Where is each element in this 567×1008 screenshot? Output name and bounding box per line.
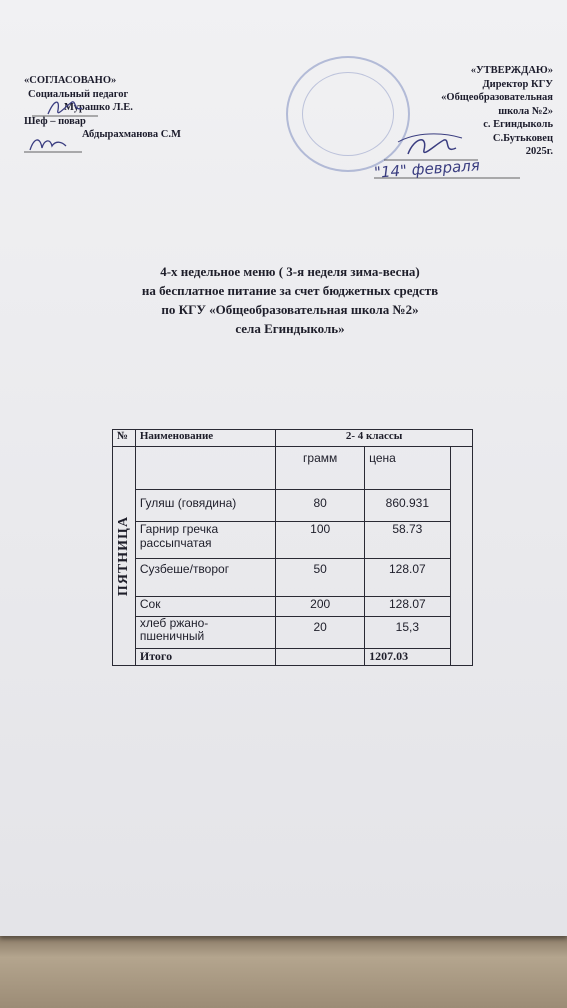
header-class-group: 2- 4 классы xyxy=(276,430,473,447)
header-name: Наименование xyxy=(135,430,275,447)
title-line-4: села Егиндыколь» xyxy=(235,321,345,336)
approval-left-role: Социальный педагог xyxy=(28,88,129,100)
table-row xyxy=(113,522,473,558)
total-value: 1207.03 xyxy=(365,648,473,665)
handwritten-date: "14" февраля xyxy=(373,156,481,182)
total-row xyxy=(113,648,473,665)
table-row xyxy=(113,597,473,616)
approval-right-heading: «УТВЕРЖДАЮ» xyxy=(470,65,553,76)
row-gram: 100 xyxy=(276,522,365,558)
row-price: 128.07 xyxy=(365,597,450,616)
row-price: 15,3 xyxy=(365,616,450,648)
day-label-cell xyxy=(113,447,136,666)
row-price: 58.73 xyxy=(365,522,450,558)
row-gram: 20 xyxy=(276,616,365,648)
subheader-price: цена xyxy=(365,447,450,490)
title-line-2: на бесплатное питание за счет бюджетных средств xyxy=(141,283,439,298)
table-header-row xyxy=(113,430,473,447)
header-number: № xyxy=(113,430,136,447)
row-name: Гарнир гречка рассыпчатая xyxy=(135,522,275,558)
subheader-gram: грамм xyxy=(276,447,365,490)
row-price: 128.07 xyxy=(365,558,450,597)
row-gram: 200 xyxy=(276,597,365,616)
approval-left-name1: Мурашко Л.Е. xyxy=(64,102,133,113)
row-name: хлеб ржано-пшеничный xyxy=(135,616,275,648)
approval-right-year: 2025г. xyxy=(525,146,553,157)
subheader-empty xyxy=(135,447,275,490)
approval-right-name: С.Бутьковец xyxy=(492,132,553,144)
row-name: Сузбеше/творог xyxy=(135,558,275,597)
row-gram: 80 xyxy=(276,490,365,522)
document-title xyxy=(60,262,520,338)
total-empty xyxy=(276,648,365,665)
empty-column xyxy=(450,447,472,666)
subheader-row xyxy=(113,447,473,490)
row-price: 860.931 xyxy=(365,490,450,522)
approval-left-heading: «СОГЛАСОВАНО» xyxy=(24,75,117,86)
table-row xyxy=(113,558,473,597)
table-row xyxy=(113,490,473,522)
row-name: Сок xyxy=(135,597,275,616)
signature-social-pedagogue xyxy=(30,96,100,122)
signature-chef xyxy=(22,132,84,158)
row-gram: 50 xyxy=(276,558,365,597)
approval-right-role: Директор КГУ xyxy=(482,78,553,90)
table-row xyxy=(113,616,473,648)
day-label: ПЯТНИЦА xyxy=(115,516,131,597)
title-line-3: по КГУ «Общеобразовательная школа №2» xyxy=(161,302,419,317)
floor-background xyxy=(0,930,567,1008)
title-line-1: 4-х недельное меню ( 3-я неделя зима-весна) xyxy=(160,264,420,279)
menu-table xyxy=(112,429,473,666)
approval-right-org2: школа №2» xyxy=(498,105,553,117)
approval-right-village: с. Егиндыколь xyxy=(483,119,553,130)
row-name: Гуляш (говядина) xyxy=(135,490,275,522)
total-label: Итого xyxy=(135,648,275,665)
approval-right-org: «Общеобразовательная xyxy=(441,92,553,103)
approval-left-role2: Шеф – повар xyxy=(24,115,86,127)
approval-left-name2: Абдырахманова С.М xyxy=(82,129,181,140)
